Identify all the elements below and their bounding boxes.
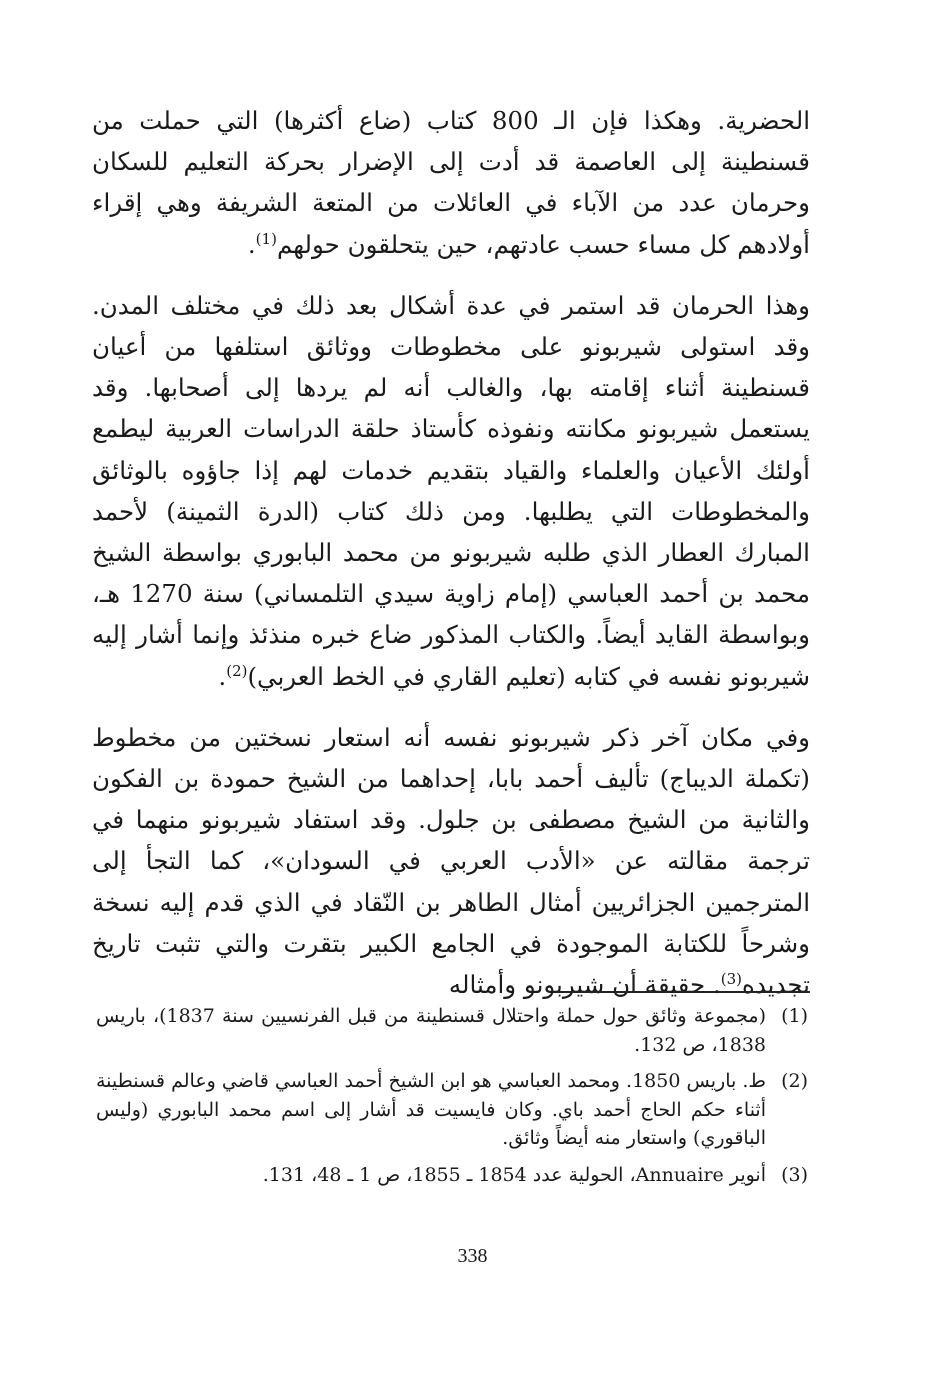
- footnote-divider: [555, 991, 810, 993]
- paragraph-3-text: وفي مكان آخر ذكر شيربونو نفسه أنه استعار نسختين من مخطوط (تكملة الديباج) تأليف أحمد بابا، إحداهما من الشيخ حمودة بن الفكون والثانية من الشيخ مصطفى بن جلول. وقد استفاد شيربونو منهما في ترجمة مقالته عن «الأدب العربي في السودان»، كما التجأ إلى المترجمين الجزائريين أمثال الطاهر بن النّقاد في الذي قدم إليه نسخة وشرحاً للكتابة الموجودة في الجامع الكبير بتقرت والتي تثبت تاريخ تجديده: [92, 722, 810, 1000]
- footnote-3-number: (3): [781, 1163, 808, 1186]
- page-number: 338: [457, 1245, 488, 1267]
- footnote-1-number: (1): [781, 1005, 808, 1027]
- paragraph-1: [92, 100, 810, 265]
- footnote-1: [96, 1002, 808, 1059]
- footnotes: [96, 1002, 808, 1197]
- footnote-ref-2[interactable]: (2): [226, 661, 248, 680]
- paragraph-2: [92, 285, 810, 697]
- footnote-ref-3[interactable]: (3): [720, 969, 742, 988]
- paragraph-3: [92, 717, 810, 1005]
- paragraph-3-tail: . حقيقة أن شيربونو وأمثاله: [448, 970, 721, 1000]
- footnote-3: [96, 1161, 808, 1190]
- footnote-1-text: (مجموعة وثائق حول حملة واحتلال قسنطينة من قبل الفرنسيين سنة 1837)، باريس 1838، ص 132.: [96, 1005, 766, 1056]
- footnote-2-text: ط. باريس 1850. ومحمد العباسي هو ابن الشيخ أحمد العباسي قاضي وعالم قسنطينة أثناء حكم الحاج أحمد باي. وكان فايسيت قد أشار إلى اسم محمد البابوري (وليس الباقوري) واستعار منه أيضاً وثائق.: [96, 1070, 766, 1149]
- footnote-ref-1[interactable]: (1): [255, 229, 277, 248]
- paragraph-1-tail: .: [247, 229, 256, 259]
- footnote-3-text: أنوير Annuaire، الحولية عدد 1854 ـ 1855، ص 1 ـ 48، 131.: [262, 1163, 766, 1186]
- paragraph-1-text: الحضرية. وهكذا فإن الـ 800 كتاب (ضاع أكثرها) التي حملت من قسنطينة إلى العاصمة قد أدت إلى الإضرار بحركة التعليم للسكان وحرمان عدد من الآباء في العائلات من المتعة الشريفة وهي إقراء أولادهم كل مساء حسب عادتهم، حين يتحلقون حولهم: [92, 106, 810, 259]
- footnote-2: [96, 1067, 808, 1153]
- paragraph-2-tail: .: [218, 661, 227, 691]
- paragraph-2-text: وهذا الحرمان قد استمر في عدة أشكال بعد ذلك في مختلف المدن. وقد استولى شيربونو على مخطوطات ووثائق استلفها من أعيان قسنطينة أثناء إقامته بها، والغالب أنه لم يردها إلى أصحابها. وقد يستعمل شيربونو مكانته ونفوذه كأستاذ حلقة الدراسات العربية ليطمع أولئك الأعيان والعلماء والقياد بتقديم خدمات لهم إذا جاؤوه بالوثائق والمخطوطات التي يطلبها. ومن ذلك كتاب (الدرة الثمينة) لأحمد المبارك العطار الذي طلبه شيربونو من محمد البابوري بواسطة الشيخ محمد بن أحمد العباسي (إمام زاوية سيدي التلمساني) سنة 1270 هـ، وبواسطة القايد أيضاً. والكتاب المذكور ضاع خبره منذئذ وإنما أشار إليه شيربونو نفسه في كتابه (تعليم القاري في الخط العربي): [92, 290, 811, 691]
- page-body: [92, 100, 810, 1005]
- footnote-2-number: (2): [781, 1070, 808, 1092]
